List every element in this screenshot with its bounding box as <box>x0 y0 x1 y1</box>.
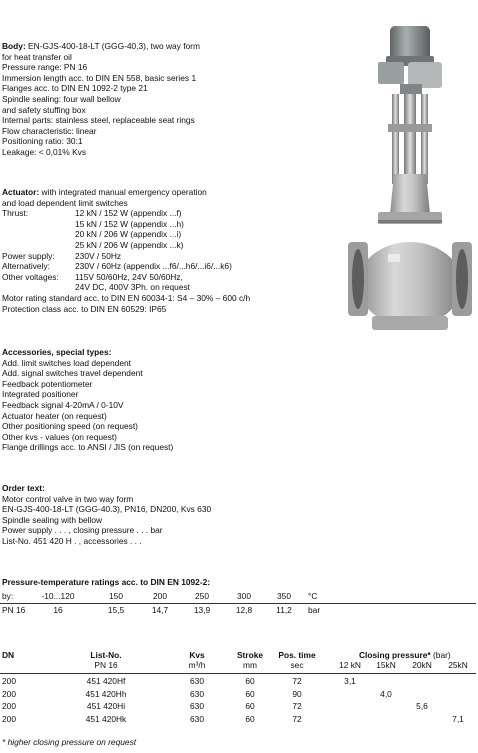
body-spec-line: Flanges acc. to DIN EN 1092-2 type 21 <box>2 83 148 94</box>
dn-table-divider <box>0 673 476 674</box>
order-heading: Order text: <box>2 483 45 493</box>
body-spec-line: Spindle sealing: four wall bellow <box>2 93 121 104</box>
table-cell-list: 451 420Hf <box>86 676 126 686</box>
pt-table-cell: 15,5 <box>107 605 125 615</box>
motor-rating: Motor rating standard acc. to DIN EN 60034-1: S4 – 30% – 600 c/h <box>2 292 251 303</box>
motor-control-valve-photo <box>342 24 478 340</box>
table-cell-p15: 4,0 <box>380 688 392 699</box>
actuator-housing <box>390 26 430 60</box>
header-stroke-unit: mm <box>243 660 257 670</box>
pt-table-cell: -10...120 <box>41 591 75 601</box>
accessory-item: Integrated positioner <box>2 389 79 400</box>
order-text-section <box>2 483 211 547</box>
accessory-item: Other positioning speed (on request) <box>2 421 138 432</box>
pt-table-cell: bar <box>308 605 321 615</box>
body-spec-line: Internal parts: stainless steel, replaceable seat rings <box>2 115 195 126</box>
other-voltages-row-2: 24V DC, 400V 3Ph. on request <box>75 282 190 293</box>
table-cell-time: 72 <box>292 676 302 686</box>
accessory-item: Add. limit switches load dependent <box>2 357 131 368</box>
body-spec-line: Leakage: < 0,01% Kvs <box>2 146 87 157</box>
table-cell-kvs: 630 <box>190 701 204 712</box>
pt-table-cell: by: <box>2 591 14 601</box>
header-pos-time-unit: sec <box>290 660 304 670</box>
pt-table-cell: 12,8 <box>235 605 253 615</box>
pt-table-cell: 300 <box>237 591 251 601</box>
table-cell-p25: 7,1 <box>452 713 464 724</box>
header-closing-15kn: 15kN <box>376 660 396 670</box>
table-cell-dn: 200 <box>2 676 16 686</box>
header-list-no: List-No. <box>90 650 122 660</box>
body-spec-line: and safety stuffing box <box>2 104 86 115</box>
pt-table-cell: 150 <box>109 591 123 601</box>
protection-class: Protection class acc. to DIN EN 60529: IP65 <box>2 303 167 314</box>
alternatively-row: Alternatively: 230V / 60Hz (appendix ...f6/...h6/...i6/...k6) <box>2 261 232 272</box>
pt-table-cell: 350 <box>277 591 291 601</box>
table-cell-dn: 200 <box>2 688 16 699</box>
table-cell-kvs: 630 <box>190 676 204 686</box>
table-cell-kvs: 630 <box>190 713 204 724</box>
table-cell-stroke: 60 <box>245 676 255 686</box>
pt-table-cell: °C <box>308 591 318 601</box>
thrust-row-3: 20 kN / 206 W (appendix ...i) <box>75 229 182 240</box>
accessories-section <box>2 347 173 453</box>
dn-table-header <box>2 650 478 674</box>
table-cell-time: 72 <box>292 713 302 724</box>
pt-table-cell: 16 <box>53 605 63 615</box>
table-cell-list: 451 420Hh <box>85 688 127 699</box>
header-closing-12kn: 12 kN <box>339 660 361 670</box>
table-cell-dn: 200 <box>2 713 16 724</box>
thrust-row-1: Thrust: 12 kN / 152 W (appendix ...f) <box>2 208 182 219</box>
body-spec-line: Positioning ratio: 30:1 <box>2 136 83 147</box>
order-line: Motor control valve in two way form <box>2 493 134 504</box>
table-row <box>2 676 478 687</box>
accessories-list <box>2 358 173 453</box>
accessory-item: Feedback signal 4-20mA / 0-10V <box>2 399 124 410</box>
header-closing-25kn: 25kN <box>448 660 468 670</box>
header-kvs-unit: m³/h <box>188 660 206 670</box>
table-cell-list: 451 420Hi <box>86 701 126 712</box>
pt-table-cell: 14,7 <box>151 605 169 615</box>
body-spec-line: Pressure range: PN 16 <box>2 62 88 73</box>
header-kvs: Kvs <box>189 650 205 660</box>
accessory-item: Add. signal switches travel dependent <box>2 368 143 379</box>
other-voltages-row: Other voltages: 115V 50/60Hz, 24V 50/60Hz, <box>2 271 183 282</box>
pt-table-cell: 250 <box>195 591 209 601</box>
accessory-item: Actuator heater (on request) <box>2 410 107 421</box>
body-spec-line: Immersion length acc. to DIN EN 558, basic series 1 <box>2 72 197 83</box>
actuator-spec-section <box>2 187 250 314</box>
order-lines <box>2 494 211 547</box>
actuator-heading: Actuator: with integrated manual emergency operation <box>2 187 207 197</box>
body-spec-section <box>2 41 200 158</box>
order-line: Power supply . . . , closing pressure . . . bar <box>2 525 163 536</box>
order-line: List-No. 451 420 H . , accessories . . . <box>2 535 142 546</box>
thrust-row-2: 15 kN / 152 W (appendix ...h) <box>75 218 184 229</box>
table-cell-kvs: 630 <box>190 688 204 699</box>
pt-table-divider <box>0 603 476 604</box>
accessory-item: Feedback potentiometer <box>2 378 93 389</box>
table-cell-p12: 3,1 <box>344 676 356 686</box>
table-row <box>2 714 478 725</box>
header-pos-time: Pos. time <box>278 650 316 660</box>
body-spec-line: for heat transfer oil <box>2 51 72 62</box>
actuator-heading-line2: and load dependent limit switches <box>2 197 128 208</box>
pt-table-cell: 11,2 <box>276 605 292 615</box>
pt-table-cell: 200 <box>153 591 167 601</box>
order-line: EN-GJS-400-18-LT (GGG-40.3), PN16, DN200, Kvs 630 <box>2 504 212 515</box>
table-row <box>2 689 478 700</box>
table-cell-stroke: 60 <box>245 701 255 712</box>
table-cell-stroke: 60 <box>245 713 255 724</box>
header-closing-pressure: Closing pressure* (bar) <box>359 650 451 660</box>
order-line: Spindle sealing with bellow <box>2 514 103 525</box>
power-supply-row: Power supply: 230V / 50Hz <box>2 250 122 261</box>
table-cell-list: 451 420Hk <box>85 713 127 724</box>
table-cell-time: 90 <box>292 688 302 699</box>
table-cell-dn: 200 <box>2 701 16 712</box>
footnote: * higher closing pressure on request <box>2 737 137 747</box>
table-cell-p20: 5,6 <box>416 701 428 712</box>
accessory-item: Other kvs - values (on request) <box>2 431 117 442</box>
header-dn: DN <box>2 650 15 660</box>
thrust-row-4: 25 kN / 206 W (appendix ...k) <box>75 239 184 250</box>
header-stroke: Stroke <box>236 650 264 660</box>
table-row <box>2 701 478 712</box>
body-spec-line: Body: EN-GJS-400-18-LT (GGG-40.3), two way form <box>2 41 200 51</box>
body-spec-line: Flow characteristic: linear <box>2 125 97 136</box>
pt-table-cell: PN 16 <box>2 605 26 615</box>
pt-table-cell: 13,9 <box>193 605 211 615</box>
table-cell-stroke: 60 <box>245 688 255 699</box>
pt-table-heading: Pressure-temperature ratings acc. to DIN EN 1092-2: <box>2 577 211 587</box>
accessories-heading: Accessories, special types: <box>2 347 112 357</box>
accessory-item: Flange drillings acc. to ANSI / JIS (on request) <box>2 442 174 453</box>
table-cell-time: 72 <box>292 701 302 712</box>
header-list-no-sub: PN 16 <box>94 660 118 670</box>
header-closing-20kn: 20kN <box>412 660 432 670</box>
